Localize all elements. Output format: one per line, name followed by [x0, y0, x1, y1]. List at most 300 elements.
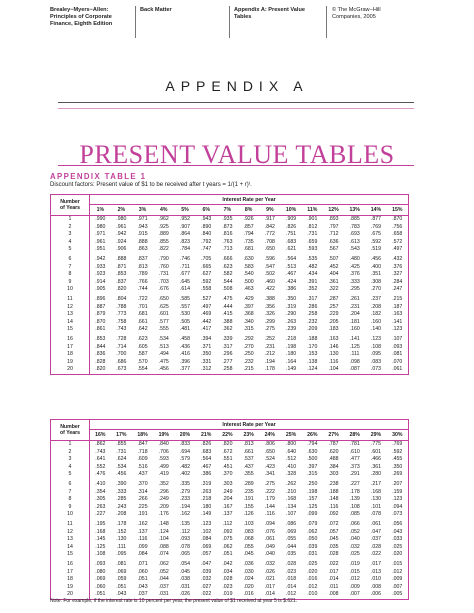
- discount-factor-cell: .043: [392, 528, 403, 535]
- year-cell: 16: [51, 559, 90, 569]
- discount-factor-cell: .540: [243, 271, 254, 278]
- year-cell: 5: [51, 471, 90, 479]
- discount-factor-cell: .028: [370, 543, 381, 550]
- discount-factor-cell: .706: [158, 448, 169, 455]
- present-value-table-1: [50, 194, 409, 375]
- discount-factor-cell: .222: [264, 488, 275, 495]
- discount-factor-cell: .747: [201, 246, 212, 253]
- discount-factor-cell: .665: [201, 263, 212, 270]
- year-cell: 15: [51, 551, 90, 559]
- discount-factor-cell: .209: [307, 326, 318, 333]
- discount-factor-cell: .296: [158, 488, 169, 495]
- discount-factor-cell: .909: [286, 216, 297, 222]
- discount-factor-cell: .458: [179, 335, 191, 342]
- table-row: [51, 264, 408, 272]
- discount-factor-cell: .681: [137, 311, 148, 318]
- discount-factor-cell: .231: [264, 343, 275, 350]
- discount-factor-cell: .341: [264, 471, 275, 478]
- discount-factor-cell: .239: [286, 326, 297, 333]
- table-row: [51, 254, 408, 264]
- discount-factor-cell: .971: [95, 231, 106, 238]
- discount-factor-cell: .238: [328, 480, 339, 487]
- running-header: [0, 0, 474, 64]
- discount-factor-cell: .025: [307, 560, 318, 567]
- discount-factor-cell: .208: [370, 303, 381, 310]
- discount-factor-cell: .088: [158, 543, 169, 550]
- discount-factor-cell: .042: [222, 560, 233, 567]
- discount-factor-cell: .893: [328, 216, 339, 222]
- discount-factor-cell: .019: [222, 591, 233, 598]
- discount-factor-cell: .828: [95, 358, 106, 365]
- discount-factor-cell: .263: [286, 318, 297, 325]
- year-cell: 3: [51, 456, 90, 464]
- discount-factor-cell: .170: [307, 343, 318, 350]
- year-cell: 11: [51, 294, 90, 304]
- discount-factor-cell: .084: [201, 536, 212, 543]
- discount-factor-cell: .544: [222, 278, 233, 285]
- table-row: [51, 319, 408, 327]
- discount-factor-cell: .024: [243, 576, 254, 583]
- discount-factor-cell: .062: [222, 543, 233, 550]
- year-cell: 4: [51, 464, 90, 472]
- discount-factor-cell: .116: [265, 511, 275, 518]
- rate-column-header: 24%: [259, 430, 280, 441]
- table-row: [51, 544, 408, 552]
- discount-factor-cell: .078: [370, 511, 381, 518]
- discount-factor-cell: .466: [370, 456, 381, 463]
- discount-factor-cell: .292: [243, 335, 254, 342]
- period-header: Number of Years: [51, 420, 90, 441]
- discount-factor-cell: .108: [370, 343, 381, 350]
- discount-factor-cell: .480: [349, 255, 360, 262]
- discount-factor-cell: .404: [328, 271, 339, 278]
- discount-factor-cell: .823: [179, 238, 191, 245]
- discount-factor-cell: .319: [201, 480, 212, 487]
- period-header: Number of Years: [51, 195, 90, 216]
- discount-factor-cell: .676: [158, 286, 169, 293]
- discount-factor-cell: .555: [158, 326, 169, 333]
- discount-factor-cell: .141: [392, 318, 403, 325]
- discount-factor-cell: .315: [243, 326, 254, 333]
- discount-factor-cell: .672: [222, 448, 233, 455]
- discount-factor-cell: .040: [264, 551, 275, 558]
- discount-factor-cell: .621: [286, 246, 297, 253]
- discount-factor-cell: .397: [243, 303, 254, 310]
- table-row: [51, 304, 408, 312]
- discount-factor-cell: .513: [286, 263, 297, 270]
- rate-column-header: 22%: [217, 430, 238, 441]
- discount-factor-cell: .037: [370, 536, 381, 543]
- discount-factor-cell: .333: [349, 278, 360, 285]
- discount-factor-cell: .022: [328, 560, 339, 567]
- discount-factor-cell: .054: [179, 560, 191, 567]
- discount-factor-cell: .820: [222, 441, 233, 447]
- rate-column-header: 20%: [174, 430, 195, 441]
- page-title: PRESENT VALUE TABLES: [79, 140, 395, 169]
- discount-factor-cell: .683: [286, 238, 297, 245]
- discount-factor-cell: .630: [243, 255, 254, 262]
- discount-factor-cell: .577: [158, 318, 169, 325]
- discount-factor-cell: .038: [179, 576, 191, 583]
- table-row: [51, 471, 408, 479]
- discount-factor-cell: .126: [243, 511, 254, 518]
- discount-factor-cell: .714: [116, 343, 127, 350]
- discount-factor-cell: .212: [264, 351, 275, 358]
- discount-factor-cell: .180: [201, 503, 212, 510]
- discount-factor-cell: .068: [243, 536, 254, 543]
- rate-column-header: 11%: [302, 205, 323, 216]
- discount-factor-cell: .249: [222, 488, 233, 495]
- discount-factor-cell: .582: [222, 271, 233, 278]
- discount-factor-cell: .352: [158, 480, 169, 487]
- discount-factor-cell: .609: [137, 456, 148, 463]
- discount-factor-cell: .642: [137, 326, 148, 333]
- discount-factor-cell: .014: [264, 591, 275, 598]
- discount-factor-cell: .083: [243, 528, 254, 535]
- discount-factor-cell: .012: [392, 568, 403, 575]
- discount-factor-cell: .351: [370, 271, 381, 278]
- table-row: [51, 334, 408, 344]
- year-cell: 18: [51, 576, 90, 584]
- discount-factor-cell: .149: [286, 366, 297, 373]
- discount-factor-cell: .837: [137, 255, 148, 262]
- discount-factor-cell: .262: [286, 480, 297, 487]
- discount-factor-cell: .505: [179, 318, 191, 325]
- header-section: Back Matter: [140, 7, 172, 13]
- year-cell: 5: [51, 246, 90, 254]
- discount-factor-cell: .140: [370, 326, 381, 333]
- discount-factor-cell: .731: [158, 271, 169, 278]
- discount-factor-cell: .731: [116, 448, 127, 455]
- discount-factor-cell: .270: [243, 343, 254, 350]
- discount-factor-cell: .073: [392, 511, 403, 518]
- discount-factor-cell: .037: [137, 591, 148, 598]
- discount-factor-cell: .864: [179, 231, 191, 238]
- discount-factor-cell: .456: [158, 366, 169, 373]
- discount-factor-cell: .394: [201, 335, 212, 342]
- discount-factor-cell: .163: [392, 311, 403, 318]
- discount-factor-cell: .308: [370, 278, 381, 285]
- discount-factor-cell: .007: [392, 583, 403, 590]
- header-book-info: Brealey−Myers−Allen: Principles of Corporate Finance, Eighth Edition: [50, 7, 113, 28]
- discount-factor-cell: .355: [243, 471, 254, 478]
- discount-factor-cell: .198: [286, 343, 297, 350]
- discount-factor-cell: .052: [349, 528, 360, 535]
- rate-column-header: 9%: [259, 205, 280, 216]
- discount-factor-cell: .032: [349, 543, 360, 550]
- discount-factor-cell: .356: [264, 303, 275, 310]
- discount-factor-cell: .350: [392, 463, 403, 470]
- discount-factor-cell: .061: [370, 520, 381, 527]
- discount-factor-cell: .694: [179, 448, 191, 455]
- discount-factor-cell: .123: [370, 335, 381, 342]
- discount-factor-cell: .942: [95, 255, 106, 262]
- discount-factor-cell: .123: [392, 496, 403, 503]
- discount-factor-cell: .208: [116, 511, 127, 518]
- discount-factor-cell: .108: [349, 503, 360, 510]
- discount-factor-cell: .924: [116, 238, 127, 245]
- rate-column-header: 1%: [90, 205, 111, 216]
- discount-factor-cell: .139: [349, 496, 360, 503]
- rate-header: Interest Rate per Year: [90, 195, 409, 205]
- discount-factor-cell: .057: [201, 551, 212, 558]
- discount-factor-cell: .031: [158, 591, 169, 598]
- discount-factor-cell: .700: [116, 351, 127, 358]
- year-cell: 6: [51, 254, 90, 264]
- discount-factor-cell: .017: [370, 560, 381, 567]
- discount-factor-cell: .368: [243, 311, 254, 318]
- discount-factor-cell: .416: [179, 351, 191, 358]
- discount-factor-cell: .137: [222, 511, 233, 518]
- discount-factor-cell: .863: [137, 246, 148, 253]
- discount-factor-cell: .083: [370, 358, 381, 365]
- discount-factor-cell: .826: [286, 223, 297, 230]
- discount-factor-cell: .402: [179, 471, 191, 478]
- discount-factor-cell: .659: [307, 238, 318, 245]
- table-row: [51, 224, 408, 232]
- discount-factor-cell: .299: [264, 318, 275, 325]
- table-row: [51, 344, 408, 352]
- discount-factor-cell: .017: [328, 568, 339, 575]
- discount-factor-cell: .021: [264, 576, 275, 583]
- discount-factor-cell: .093: [392, 343, 403, 350]
- discount-factor-cell: .181: [349, 318, 360, 325]
- discount-factor-cell: .333: [116, 488, 127, 495]
- year-cell: 11: [51, 519, 90, 529]
- discount-factor-cell: .249: [158, 496, 169, 503]
- discount-factor-cell: .896: [95, 295, 106, 302]
- discount-factor-cell: .570: [137, 358, 148, 365]
- discount-factor-cell: .232: [307, 318, 318, 325]
- discount-factor-cell: .497: [392, 246, 403, 253]
- rate-column-header: 10%: [280, 205, 301, 216]
- discount-factor-cell: .007: [349, 591, 360, 598]
- table-row: [51, 231, 408, 239]
- table-row: [51, 279, 408, 287]
- discount-factor-cell: .204: [349, 311, 360, 318]
- discount-factor-cell: .026: [264, 568, 275, 575]
- discount-factor-cell: .601: [158, 311, 169, 318]
- discount-factor-cell: .624: [116, 456, 127, 463]
- discount-factor-cell: .840: [158, 441, 169, 447]
- discount-factor-cell: .331: [201, 358, 212, 365]
- discount-factor-cell: .062: [307, 528, 318, 535]
- discount-factor-cell: .130: [328, 351, 339, 358]
- discount-factor-cell: .788: [116, 303, 127, 310]
- discount-factor-cell: .227: [349, 480, 360, 487]
- discount-factor-cell: .743: [116, 326, 127, 333]
- discount-factor-cell: .287: [328, 295, 339, 302]
- discount-factor-cell: .045: [243, 551, 254, 558]
- discount-factor-cell: .035: [286, 551, 297, 558]
- discount-factor-cell: .820: [116, 286, 127, 293]
- discount-factor-cell: .011: [328, 583, 339, 590]
- discount-factor-cell: .388: [264, 295, 275, 302]
- discount-factor-cell: .554: [137, 366, 148, 373]
- rate-column-header: 17%: [111, 430, 132, 441]
- discount-factor-cell: .792: [201, 238, 212, 245]
- table-row: [51, 359, 408, 367]
- divider-rule: [58, 102, 414, 103]
- discount-factor-cell: .010: [370, 576, 381, 583]
- discount-factor-cell: .666: [222, 255, 233, 262]
- table-row: [51, 584, 408, 592]
- discount-factor-cell: .558: [201, 286, 212, 293]
- discount-factor-cell: .019: [349, 560, 360, 567]
- table-row: [51, 529, 408, 537]
- discount-factor-cell: .258: [307, 311, 318, 318]
- discount-factor-cell: .039: [307, 543, 318, 550]
- discount-factor-cell: .592: [370, 238, 381, 245]
- discount-factor-cell: .424: [286, 278, 297, 285]
- discount-factor-cell: .047: [370, 528, 381, 535]
- discount-factor-cell: .195: [95, 520, 106, 527]
- discount-factor-cell: .078: [179, 543, 191, 550]
- discount-factor-cell: .593: [158, 456, 169, 463]
- discount-factor-cell: .210: [286, 488, 297, 495]
- discount-factor-cell: .386: [201, 471, 212, 478]
- discount-factor-cell: .073: [370, 366, 381, 373]
- discount-factor-cell: .772: [264, 231, 275, 238]
- discount-factor-cell: .456: [370, 255, 381, 262]
- discount-factor-cell: .543: [349, 246, 360, 253]
- table-row: [51, 559, 408, 569]
- discount-factor-cell: .135: [179, 520, 191, 527]
- discount-factor-cell: .524: [264, 456, 275, 463]
- discount-factor-cell: .277: [222, 358, 233, 365]
- year-cell: 20: [51, 591, 90, 599]
- discount-factor-cell: .906: [116, 246, 127, 253]
- discount-factor-cell: .527: [201, 295, 212, 302]
- table-row: [51, 504, 408, 512]
- rate-column-header: 25%: [280, 430, 301, 441]
- discount-factor-cell: .673: [116, 366, 127, 373]
- discount-factor-cell: .744: [137, 286, 148, 293]
- year-cell: 3: [51, 231, 90, 239]
- discount-factor-cell: .923: [95, 271, 106, 278]
- discount-factor-cell: .887: [95, 303, 106, 310]
- discount-factor-cell: .085: [349, 511, 360, 518]
- discount-factor-cell: .124: [307, 366, 318, 373]
- discount-factor-cell: .419: [158, 471, 169, 478]
- discount-factor-cell: .352: [307, 286, 318, 293]
- discount-factor-cell: .773: [116, 311, 127, 318]
- discount-factor-cell: .620: [328, 448, 339, 455]
- discount-factor-cell: .314: [137, 488, 148, 495]
- discount-factor-cell: .422: [264, 286, 275, 293]
- table-row: [51, 511, 408, 519]
- table-description: Discount factors: Present value of $1 to be received after t years = 1/(1 + r)ᵗ.: [50, 182, 252, 188]
- discount-factor-cell: .010: [307, 591, 318, 598]
- discount-factor-cell: .116: [328, 503, 339, 510]
- table-label: APPENDIX TABLE 1: [50, 172, 147, 181]
- discount-factor-cell: .263: [201, 488, 212, 495]
- discount-factor-cell: .062: [158, 560, 169, 567]
- discount-factor-cell: .012: [307, 583, 318, 590]
- year-cell: 7: [51, 489, 90, 497]
- discount-factor-cell: .429: [243, 295, 254, 302]
- discount-factor-cell: .112: [222, 520, 233, 527]
- discount-factor-cell: .990: [95, 216, 106, 222]
- discount-factor-cell: .036: [243, 560, 254, 567]
- discount-factor-cell: .194: [264, 358, 275, 365]
- discount-factor-cell: .125: [349, 343, 360, 350]
- discount-factor-cell: .820: [95, 366, 106, 373]
- discount-factor-cell: .266: [137, 496, 148, 503]
- discount-factor-cell: .705: [201, 255, 212, 262]
- discount-factor-cell: .961: [95, 238, 106, 245]
- discount-factor-cell: .028: [222, 576, 233, 583]
- discount-factor-cell: .215: [392, 295, 403, 302]
- rate-column-header: 7%: [217, 205, 238, 216]
- discount-factor-cell: .148: [328, 496, 339, 503]
- discount-factor-cell: .842: [264, 223, 275, 230]
- discount-factor-cell: .354: [95, 488, 106, 495]
- discount-factor-cell: .180: [286, 351, 297, 358]
- discount-factor-cell: .889: [158, 231, 169, 238]
- discount-factor-cell: .658: [392, 231, 403, 238]
- table-row: [51, 441, 408, 449]
- discount-factor-cell: .009: [392, 576, 403, 583]
- discount-factor-cell: .885: [349, 216, 360, 222]
- discount-factor-cell: .650: [264, 448, 275, 455]
- discount-factor-cell: .035: [328, 543, 339, 550]
- discount-factor-cell: .069: [116, 568, 127, 575]
- discount-factor-cell: .640: [286, 448, 297, 455]
- rate-header: Interest Rate per Year: [90, 420, 409, 430]
- discount-factor-cell: .417: [201, 326, 212, 333]
- discount-factor-cell: .051: [222, 551, 233, 558]
- discount-factor-cell: .731: [307, 231, 318, 238]
- discount-factor-cell: .051: [116, 583, 127, 590]
- discount-factor-cell: .535: [307, 255, 318, 262]
- discount-factor-cell: .028: [286, 560, 297, 567]
- discount-factor-cell: .481: [179, 326, 191, 333]
- present-value-table-2: [50, 419, 409, 600]
- discount-factor-cell: .152: [116, 528, 127, 535]
- table-row: [51, 489, 408, 497]
- discount-factor-cell: .836: [95, 351, 106, 358]
- discount-factor-cell: .451: [222, 463, 233, 470]
- discount-factor-cell: .123: [392, 326, 403, 333]
- discount-factor-cell: .194: [179, 503, 191, 510]
- discount-factor-cell: .813: [137, 263, 148, 270]
- year-cell: 14: [51, 544, 90, 552]
- discount-factor-cell: .237: [370, 295, 381, 302]
- table-row: [51, 271, 408, 279]
- discount-factor-cell: .650: [158, 295, 169, 302]
- discount-factor-cell: .572: [392, 238, 403, 245]
- discount-factor-cell: .086: [286, 520, 297, 527]
- discount-factor-cell: .104: [328, 366, 339, 373]
- discount-factor-cell: .971: [137, 216, 148, 222]
- rate-column-header: 12%: [323, 205, 344, 216]
- discount-factor-cell: .258: [222, 366, 233, 373]
- discount-factor-cell: .760: [158, 263, 169, 270]
- table-row: [51, 576, 408, 584]
- discount-factor-cell: .502: [264, 271, 275, 278]
- discount-factor-cell: .284: [392, 278, 403, 285]
- discount-factor-cell: .613: [349, 238, 360, 245]
- discount-factor-cell: .037: [158, 583, 169, 590]
- discount-factor-cell: .263: [95, 503, 106, 510]
- discount-factor-cell: .027: [201, 583, 212, 590]
- discount-factor-cell: .962: [158, 216, 169, 222]
- year-cell: 2: [51, 224, 90, 232]
- discount-factor-cell: .032: [201, 576, 212, 583]
- discount-factor-cell: .179: [264, 496, 275, 503]
- discount-factor-cell: .901: [307, 216, 318, 222]
